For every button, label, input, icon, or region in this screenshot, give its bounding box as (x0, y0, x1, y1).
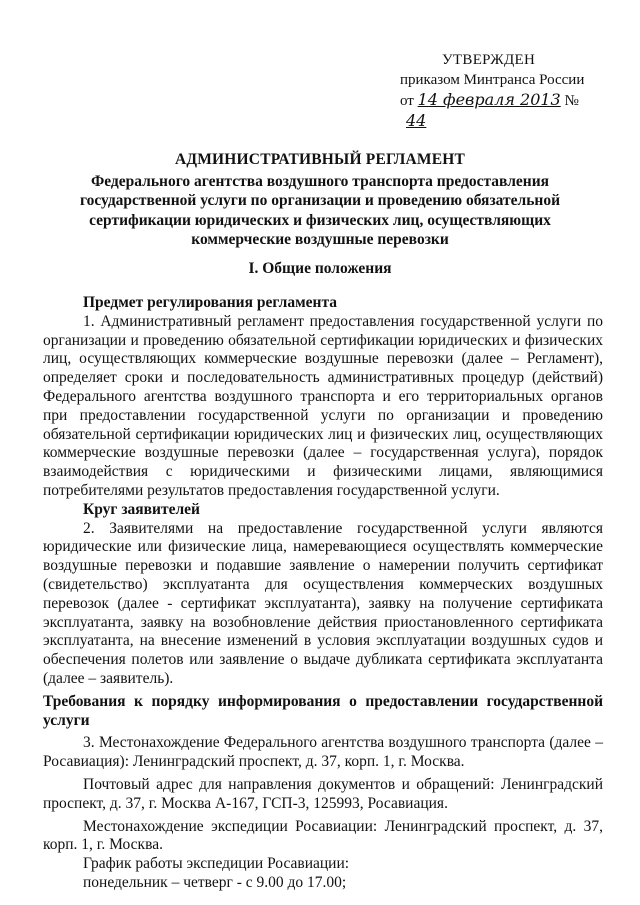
document-subtitle: Федерального агентства воздушного транспорта предоставления государственной услуги по организации и проведению обязательной сертификации юридических и физических лиц, осуществляющих коммерческие воздушные перевозки (79, 172, 561, 248)
approval-stamp-block (400, 50, 600, 132)
heading-informing: Требования к порядку информирования о предоставлении государственной услуги (43, 692, 603, 729)
approval-number-label: № (564, 93, 579, 109)
paragraph-1: 1. Административный регламент предоставления государственной услуги по организации и проведению обязательной сертификации юридических и физических лиц, осуществляющих коммерческие воздушные перевозки (далее – Регламент), определяет сроки и последовательность административных процедур (действий) Федерального агентства воздушного транспорта и его территориальных органов при предоставлении государственной услуги по организации и проведению обязательной сертификации юридических лиц и физических лиц, осуществляющих коммерческие воздушные перевозки (далее – государственная услуга), порядок взаимодействия с юридическими и физическими лицами, являющимися потребителями результатов предоставления государственной услуги. (43, 312, 603, 499)
paragraph-7: понедельник – четверг - с 9.00 до 17.00; (83, 873, 347, 891)
paragraph-4: Почтовый адрес для направления документов и обращений: Ленинградский проспект, д. 37, г. Москва А-167, ГСП-3, 125993, Росавиация. (43, 775, 603, 812)
approval-date-line (400, 90, 600, 132)
paragraph-3: 3. Местонахождение Федерального агентства воздушного транспорта (далее – Росавиация): Ленинградский проспект, д. 37, корп. 1, г. Москва. (43, 734, 603, 771)
document-title: АДМИНИСТРАТИВНЫЙ РЕГЛАМЕНТ (174, 151, 466, 168)
approval-from-label: от (400, 93, 414, 109)
approval-date-handwritten: 14 февраля 2013 (417, 90, 561, 109)
paragraph-6: График работы экспедиции Росавиации: (83, 855, 350, 873)
paragraph-2: 2. Заявителями на предоставление государственной услуги являются юридические или физические лица, намеревающиеся осуществлять коммерческие воздушные перевозки и подавшие заявление о намерении получить сертификат (свидетельство) эксплуатанта для осуществления коммерческих воздушных перевозок (далее - сертификат эксплуатанта), заявку на получение сертификата эксплуатанта, заявку на возобновление действия приостановленного сертификата эксплуатанта, на внесение изменений в условия эксплуатации воздушных судов и обеспечения полетов или заявление о выдаче дубликата сертификата эксплуатанта (далее – заявитель). (43, 519, 603, 687)
heading-subject: Предмет регулирования регламента (83, 294, 337, 311)
approval-order: приказом Минтранса России (400, 72, 585, 88)
approval-title: УТВЕРЖДЕН (442, 52, 536, 68)
document-title-block (40, 150, 600, 250)
section-heading: I. Общие положения (248, 260, 392, 277)
heading-applicants: Круг заявителей (83, 500, 200, 518)
paragraph-5: Местонахождение экспедиции Росавиации: Ленинградский проспект, д. 37, корп. 1, г. Москва. (43, 817, 603, 854)
document-body (43, 294, 603, 893)
approval-number-handwritten: 44 (406, 111, 427, 130)
